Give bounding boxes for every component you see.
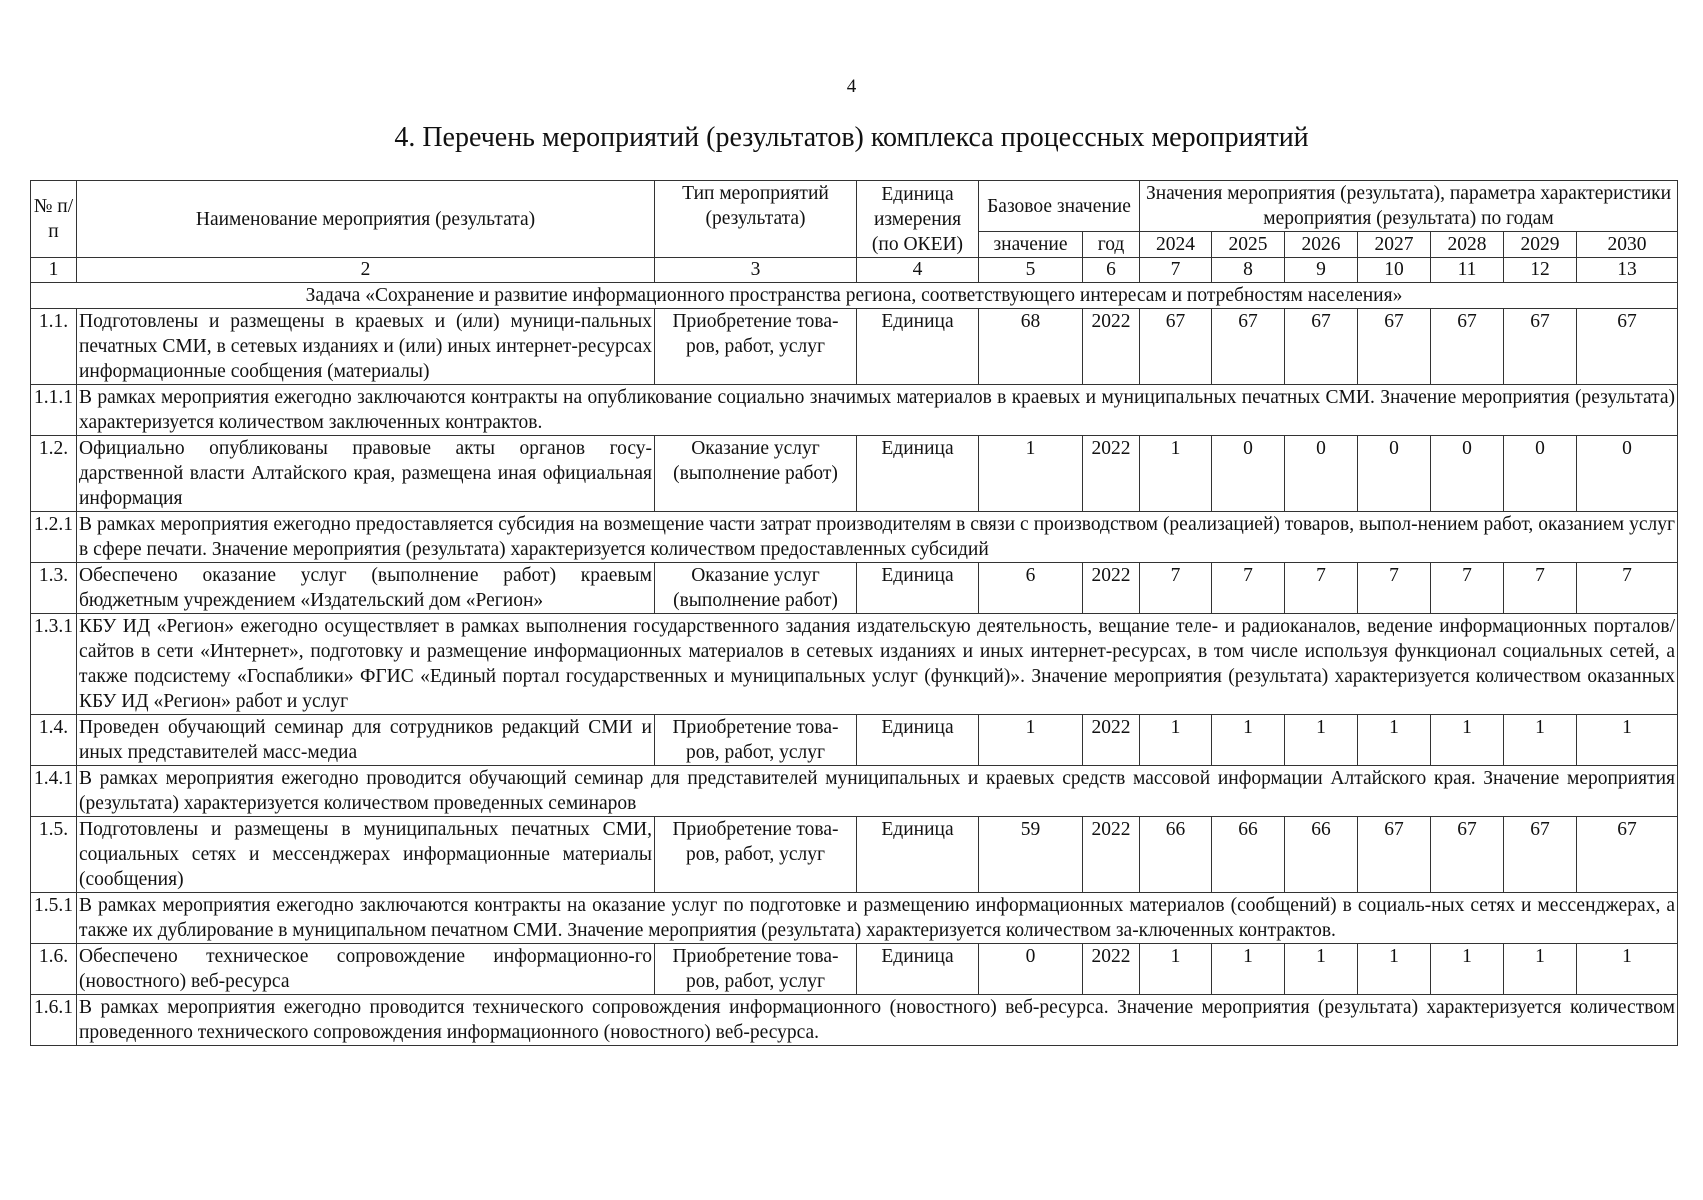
description-row — [31, 512, 1678, 563]
row-year-value: 67 — [1140, 309, 1212, 385]
row-number: 1.1. — [31, 309, 77, 385]
description-row — [31, 893, 1678, 944]
row-name: Официально опубликованы правовые акты органов госу-дарственной власти Алтайского края, размещена иная официальная информация — [77, 436, 655, 512]
table-row — [31, 309, 1678, 385]
row-year-value: 67 — [1358, 309, 1431, 385]
row-type: Приобретение това-ров, работ, услуг — [655, 817, 857, 893]
description-text: В рамках мероприятия ежегодно заключаются контракты на оказание услуг по подготовке и размещению информационных материалов (сообщений) в социаль-ных сетях и мессенджерах, а также их дублирование в муниципальном печатном СМИ. Значение мероприятия (результата) характеризуется количеством за-ключенных контрактов. — [77, 893, 1678, 944]
column-number: 2 — [77, 258, 655, 283]
table-header — [31, 181, 1678, 258]
table-row — [31, 436, 1678, 512]
row-name: Подготовлены и размещены в краевых и (или) муници-пальных печатных СМИ, в сетевых изданиях и (или) иных интернет-ресурсах информационные сообщения (материалы) — [77, 309, 655, 385]
row-base-value: 59 — [979, 817, 1083, 893]
header-values: Значения мероприятия (результата), параметра характеристики мероприятия (результата) по годам — [1140, 181, 1678, 232]
row-year-value: 1 — [1140, 436, 1212, 512]
header-year: 2027 — [1358, 232, 1431, 258]
row-year-value: 1 — [1431, 715, 1504, 766]
row-year-value: 7 — [1140, 563, 1212, 614]
row-base-year: 2022 — [1083, 817, 1140, 893]
description-number: 1.3.1 — [31, 614, 77, 715]
table-body — [31, 258, 1678, 1046]
description-number: 1.5.1 — [31, 893, 77, 944]
column-number: 6 — [1083, 258, 1140, 283]
row-type: Оказание услуг (выполнение работ) — [655, 436, 857, 512]
row-base-year: 2022 — [1083, 563, 1140, 614]
row-year-value: 7 — [1285, 563, 1358, 614]
row-year-value: 67 — [1577, 817, 1678, 893]
table-row — [31, 817, 1678, 893]
row-number: 1.2. — [31, 436, 77, 512]
row-year-value: 67 — [1431, 817, 1504, 893]
description-number: 1.2.1 — [31, 512, 77, 563]
row-year-value: 7 — [1431, 563, 1504, 614]
task-row — [31, 283, 1678, 309]
row-year-value: 1 — [1504, 715, 1577, 766]
column-number: 13 — [1577, 258, 1678, 283]
column-number: 4 — [857, 258, 979, 283]
header-year: 2026 — [1285, 232, 1358, 258]
row-number: 1.6. — [31, 944, 77, 995]
description-number: 1.4.1 — [31, 766, 77, 817]
column-number: 1 — [31, 258, 77, 283]
task-text: Задача «Сохранение и развитие информационного пространства региона, соответствующего интересам и потребностям населения» — [31, 283, 1678, 309]
column-number: 11 — [1431, 258, 1504, 283]
row-number: 1.3. — [31, 563, 77, 614]
row-year-value: 1 — [1140, 715, 1212, 766]
description-text: В рамках мероприятия ежегодно проводится обучающий семинар для представителей муниципальных и краевых средств массовой информации Алтайского края. Значение мероприятия (результата) характеризуется количеством проведенных семинаров — [77, 766, 1678, 817]
header-base: Базовое значение — [979, 181, 1140, 232]
row-year-value: 1 — [1504, 944, 1577, 995]
column-number: 7 — [1140, 258, 1212, 283]
row-year-value: 1 — [1577, 944, 1678, 995]
row-unit: Единица — [857, 715, 979, 766]
row-year-value: 66 — [1212, 817, 1285, 893]
row-name: Подготовлены и размещены в муниципальных печатных СМИ, социальных сетях и мессенджерах информационные материалы (сообщения) — [77, 817, 655, 893]
row-year-value: 7 — [1212, 563, 1285, 614]
column-number: 5 — [979, 258, 1083, 283]
table-row — [31, 715, 1678, 766]
row-year-value: 67 — [1212, 309, 1285, 385]
table-row — [31, 563, 1678, 614]
description-row — [31, 385, 1678, 436]
document-title: 4. Перечень мероприятий (результатов) комплекса процессных мероприятий — [394, 122, 1309, 153]
description-row — [31, 995, 1678, 1046]
row-year-value: 7 — [1504, 563, 1577, 614]
row-year-value: 7 — [1358, 563, 1431, 614]
column-number: 10 — [1358, 258, 1431, 283]
row-year-value: 1 — [1358, 944, 1431, 995]
header-year: 2029 — [1504, 232, 1577, 258]
row-base-year: 2022 — [1083, 436, 1140, 512]
row-year-value: 67 — [1358, 817, 1431, 893]
measures-table — [30, 180, 1678, 1046]
row-base-year: 2022 — [1083, 715, 1140, 766]
row-name: Обеспечено оказание услуг (выполнение работ) краевым бюджетным учреждением «Издательский дом «Регион» — [77, 563, 655, 614]
row-number: 1.4. — [31, 715, 77, 766]
column-number: 12 — [1504, 258, 1577, 283]
description-row — [31, 614, 1678, 715]
row-unit: Единица — [857, 944, 979, 995]
row-year-value: 1 — [1285, 715, 1358, 766]
row-year-value: 1 — [1212, 944, 1285, 995]
column-number: 8 — [1212, 258, 1285, 283]
row-year-value: 67 — [1504, 817, 1577, 893]
row-year-value: 0 — [1431, 436, 1504, 512]
row-number: 1.5. — [31, 817, 77, 893]
row-year-value: 67 — [1504, 309, 1577, 385]
page-number: 4 — [846, 76, 857, 97]
row-base-value: 68 — [979, 309, 1083, 385]
header-year: 2028 — [1431, 232, 1504, 258]
row-base-value: 1 — [979, 436, 1083, 512]
row-year-value: 7 — [1577, 563, 1678, 614]
row-type: Приобретение това-ров, работ, услуг — [655, 715, 857, 766]
row-base-year: 2022 — [1083, 944, 1140, 995]
row-year-value: 0 — [1285, 436, 1358, 512]
row-year-value: 1 — [1358, 715, 1431, 766]
header-base-value: значение — [979, 232, 1083, 258]
row-year-value: 0 — [1504, 436, 1577, 512]
table-row — [31, 944, 1678, 995]
description-text: В рамках мероприятия ежегодно предоставляется субсидия на возмещение части затрат производителям в связи с производством (реализацией) товаров, выпол-нением работ, оказанием услуг в сфере печати. Значение мероприятия (результата) характеризуется количеством предоставленных субсидий — [77, 512, 1678, 563]
row-year-value: 1 — [1431, 944, 1504, 995]
row-unit: Единица — [857, 309, 979, 385]
header-name: Наименование мероприятия (результата) — [77, 181, 655, 258]
row-base-value: 0 — [979, 944, 1083, 995]
row-name: Проведен обучающий семинар для сотрудников редакций СМИ и иных представителей масс-медиа — [77, 715, 655, 766]
header-num: № п/п — [31, 181, 77, 258]
row-year-value: 0 — [1358, 436, 1431, 512]
row-year-value: 0 — [1212, 436, 1285, 512]
header-year: 2030 — [1577, 232, 1678, 258]
header-unit: Единица измерения (по ОКЕИ) — [857, 181, 979, 258]
description-number: 1.6.1 — [31, 995, 77, 1046]
row-year-value: 1 — [1577, 715, 1678, 766]
header-year: 2024 — [1140, 232, 1212, 258]
row-base-year: 2022 — [1083, 309, 1140, 385]
column-number: 3 — [655, 258, 857, 283]
description-text: В рамках мероприятия ежегодно проводится технического сопровождения информационного (новостного) веб-ресурса. Значение мероприятия (результата) характеризуется количеством проведенного технического сопровождения информационного (новостного) веб-ресурса. — [77, 995, 1678, 1046]
row-type: Приобретение това-ров, работ, услуг — [655, 309, 857, 385]
row-base-value: 6 — [979, 563, 1083, 614]
row-year-value: 67 — [1577, 309, 1678, 385]
row-base-value: 1 — [979, 715, 1083, 766]
column-numbers-row — [31, 258, 1678, 283]
description-text: КБУ ИД «Регион» ежегодно осуществляет в рамках выполнения государственного задания издательскую деятельность, вещание теле- и радиоканалов, ведение информационных порталов/сайтов в сети «Интернет», подготовку и размещение информационных материалов в сетевых изданиях и иных интернет-ресурсах, в том числе используя функционал социальных сетей, а также подсистему «Госпаблики» ФГИС «Единый портал государственных и муниципальных услуг (функций)». Значение мероприятия (результата) характеризуется количеством оказанных КБУ ИД «Регион» работ и услуг — [77, 614, 1678, 715]
header-year: 2025 — [1212, 232, 1285, 258]
header-base-year: год — [1083, 232, 1140, 258]
row-year-value: 1 — [1212, 715, 1285, 766]
row-year-value: 67 — [1431, 309, 1504, 385]
row-type: Оказание услуг (выполнение работ) — [655, 563, 857, 614]
row-year-value: 66 — [1285, 817, 1358, 893]
row-year-value: 1 — [1140, 944, 1212, 995]
row-year-value: 67 — [1285, 309, 1358, 385]
description-number: 1.1.1 — [31, 385, 77, 436]
row-unit: Единица — [857, 817, 979, 893]
row-unit: Единица — [857, 436, 979, 512]
row-year-value: 66 — [1140, 817, 1212, 893]
row-year-value: 1 — [1285, 944, 1358, 995]
row-type: Приобретение това-ров, работ, услуг — [655, 944, 857, 995]
description-text: В рамках мероприятия ежегодно заключаются контракты на опубликование социально значимых материалов в краевых и муниципальных печатных СМИ. Значение мероприятия (результата) характеризуется количеством заключенных контрактов. — [77, 385, 1678, 436]
row-unit: Единица — [857, 563, 979, 614]
column-number: 9 — [1285, 258, 1358, 283]
row-name: Обеспечено техническое сопровождение информационно-го (новостного) веб-ресурса — [77, 944, 655, 995]
description-row — [31, 766, 1678, 817]
header-type: Тип мероприятий (результата) — [655, 181, 857, 258]
row-year-value: 0 — [1577, 436, 1678, 512]
